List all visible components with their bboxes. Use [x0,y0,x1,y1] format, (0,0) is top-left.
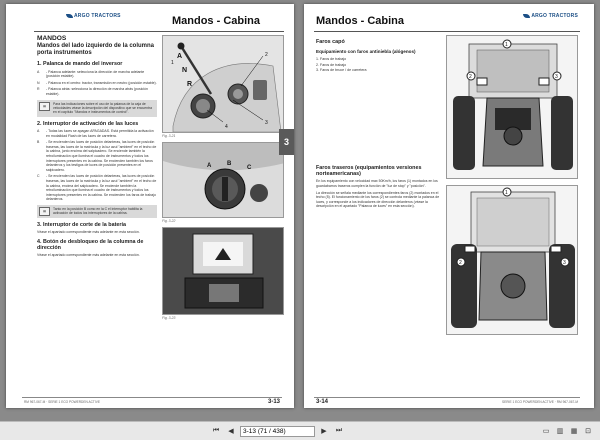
list-item: A - Palanca adelante: selecciona la dirección de marcha adelante (posición estable). [37,69,145,79]
two-page-button[interactable] [554,425,566,437]
inverter-lever-illustration [163,36,284,132]
paragraph: Véase el apartado correspondiente más adelante en esta sección. [37,230,140,235]
fig-label: 3 [555,74,558,80]
fig-label: 1 [171,60,174,66]
thumbnails-button[interactable] [568,425,580,437]
list-item: N - Palanca en el centro: tractor, transmisión en neutro (posición estable). [37,80,157,85]
chevron-right-icon: ▶ [321,428,327,435]
parts-list [316,57,440,73]
fig-label: 2 [265,52,268,58]
leaf-icon [523,14,530,18]
paragraph: En los equipamiento con velocidad max 50Km/h, los faros (1) montados en los guardabarros traseros cumplen la función de "luz de stop" y "posición". [316,179,438,189]
left-page [6,4,294,408]
last-page-icon: ⏭ [335,427,343,434]
light-switch-illustration [163,143,284,217]
list-item: 2. Faros de trabajo [316,62,347,67]
page-number-input[interactable] [240,426,315,437]
list-item: C - Se encienden las luces de posición delanteras, las luces de posición traseras, las luces de la matrícula y la luz azul "ambient" en el techo de la cabina, encima del salpicadero. Se enciende también la retroiluminación que ilumina el cuadro de instrumentos y todos los interruptores presentes en la cabina. Se encienden los faros de trabajo delanteros. [37,174,157,202]
figure-caption: Fig. 3-23 [162,316,176,320]
item-heading-2: 2. Interruptor de activación de las luces [37,120,139,127]
list-item: 1. Faros de trabajo [316,57,347,62]
paragraph: Véase el apartado correspondiente más adelante en esta sección. [37,253,140,258]
right-page [304,4,594,408]
list-item: A - Todas las luces se apagan APAGADAS. Está permitida la activación en modalidad Flash de las luces de carretera. [37,129,154,138]
right-figures-column [446,35,578,335]
paragraph: La dirección se señala mediante los correspondientes faros (2) montados en el techo (5). El funcionamiento de los faros (2) se controla mediante la palanca de luces, y corresponde a los indicadores de dirección delanteros (véase la descripción en el apartado "Palanca de luces" en esta sección). [316,190,440,209]
figure-caption: Fig. 3-22 [162,219,176,223]
right-text-column [316,35,440,211]
fig-label: A [207,163,212,169]
header-divider [34,31,284,32]
item-heading-4: 4. Botón de desbloqueo de la columna de dirección [37,238,144,251]
figure-rear-lights [446,185,578,335]
book-icon: ▤ [39,102,50,111]
first-page-icon: ⏮ [212,427,220,434]
fig-label: A [177,53,183,60]
fig-label: 3 [563,260,566,266]
section-subheading: Equipamiento con faros antiniebla (alógenos) [316,49,416,55]
leaf-icon [66,14,73,18]
fig-label: 2 [469,74,472,80]
section-subheading: Mandos del lado izquierdo de la columna porta instrumentos [37,43,155,57]
page-header-title: Mandos - Cabina [171,15,260,27]
fit-page-button[interactable] [582,425,594,437]
book-icon: ▤ [39,207,50,216]
page-number: 3-14 [316,399,329,405]
battery-switch-illustration [163,228,284,314]
figure-battery-switch [162,227,284,315]
list-item: B - Se encienden las luces de posición delanteras, las luces de posición traseras, las luces de la matrícula y la luz azul "ambient" en el techo de la cabina, junto encima del salpicadero. Se enciende también la retroiluminación que ilumina el cuadro de instrumentos y todos los interruptores presentes en la cabina. Se encienden también los faros delanteros y los testigos de luces de posición presentes en el salpicadero. [37,140,157,172]
figure-hood-lights [446,35,578,179]
info-note: ▤ Para las indicaciones sobre el uso de la palanca de la caja de velocidades véase la descripción del dispositivo que se encuentra en el capítulo "Mandos e instrumentos de control". [37,100,157,117]
figure-inverter-lever [162,35,284,133]
single-page-button[interactable] [540,425,552,437]
footer-code: SERIE 1 ECO POWERDEN ACTIVE · RM 967-067-M [502,400,578,404]
fig-label: 4 [225,124,228,130]
left-text-column [37,35,157,260]
previous-page-button[interactable] [225,425,237,437]
next-page-button[interactable] [318,425,330,437]
footer-divider [314,397,580,398]
fig-label: N [182,67,188,74]
list-item: 3. Faros de bruce / de carretera [316,67,367,72]
fig-label: R [187,81,193,88]
viewer-toolbar [0,421,600,440]
page-header-title: Mandos - Cabina [316,15,405,27]
chapter-tab: 3 [279,129,294,155]
left-figures-column [162,35,284,324]
grid-icon: ▦ [570,428,578,435]
single-page-icon: ▭ [542,428,550,435]
fig-label: 2 [459,260,462,266]
last-page-button[interactable] [333,425,345,437]
first-page-button[interactable] [210,425,222,437]
fig-label: 3 [265,120,268,126]
figure-light-switch [162,142,284,218]
section-heading: MANDOS [37,35,67,42]
footer-code: RM 967-067-M · SERIE 1 ECO POWERDEN ACTIVE [24,400,100,404]
footer-divider [22,397,282,398]
page-number: 3-13 [267,399,280,405]
figure-caption: Fig. 3-21 [162,134,176,138]
item-heading-1: 1. Palanca de mando del inversor [37,61,123,68]
brand-logo: ARGO TRACTORS [523,13,578,19]
brand-logo: ARGO TRACTORS [66,13,121,19]
fig-label: 1 [505,190,508,196]
chevron-left-icon: ◀ [228,428,234,435]
two-page-icon: ▥ [556,428,564,435]
section-heading: Faros traseros (equipamientos versiones norteamericanas) [316,165,422,178]
section-heading: Faros capó [316,39,345,45]
tractor-rear-illustration [447,186,578,334]
info-note: ▤ Tanto en la posición B como en la C el interruptor habilita la activación de todos los interruptores de la cabina. [37,205,157,218]
tractor-front-illustration [447,36,578,178]
view-tools [540,425,594,437]
fig-label: C [247,165,252,171]
header-divider [314,31,580,32]
page-navigation [210,425,345,437]
item-heading-3: 3. Interruptor de corte de la batería [37,221,126,228]
list-item: R - Palanca atrás: selecciona la dirección de marcha atrás (posición estable). [37,87,148,96]
fig-label: 1 [505,42,508,48]
fit-page-icon: ⊡ [585,428,591,435]
fig-label: B [227,161,232,167]
